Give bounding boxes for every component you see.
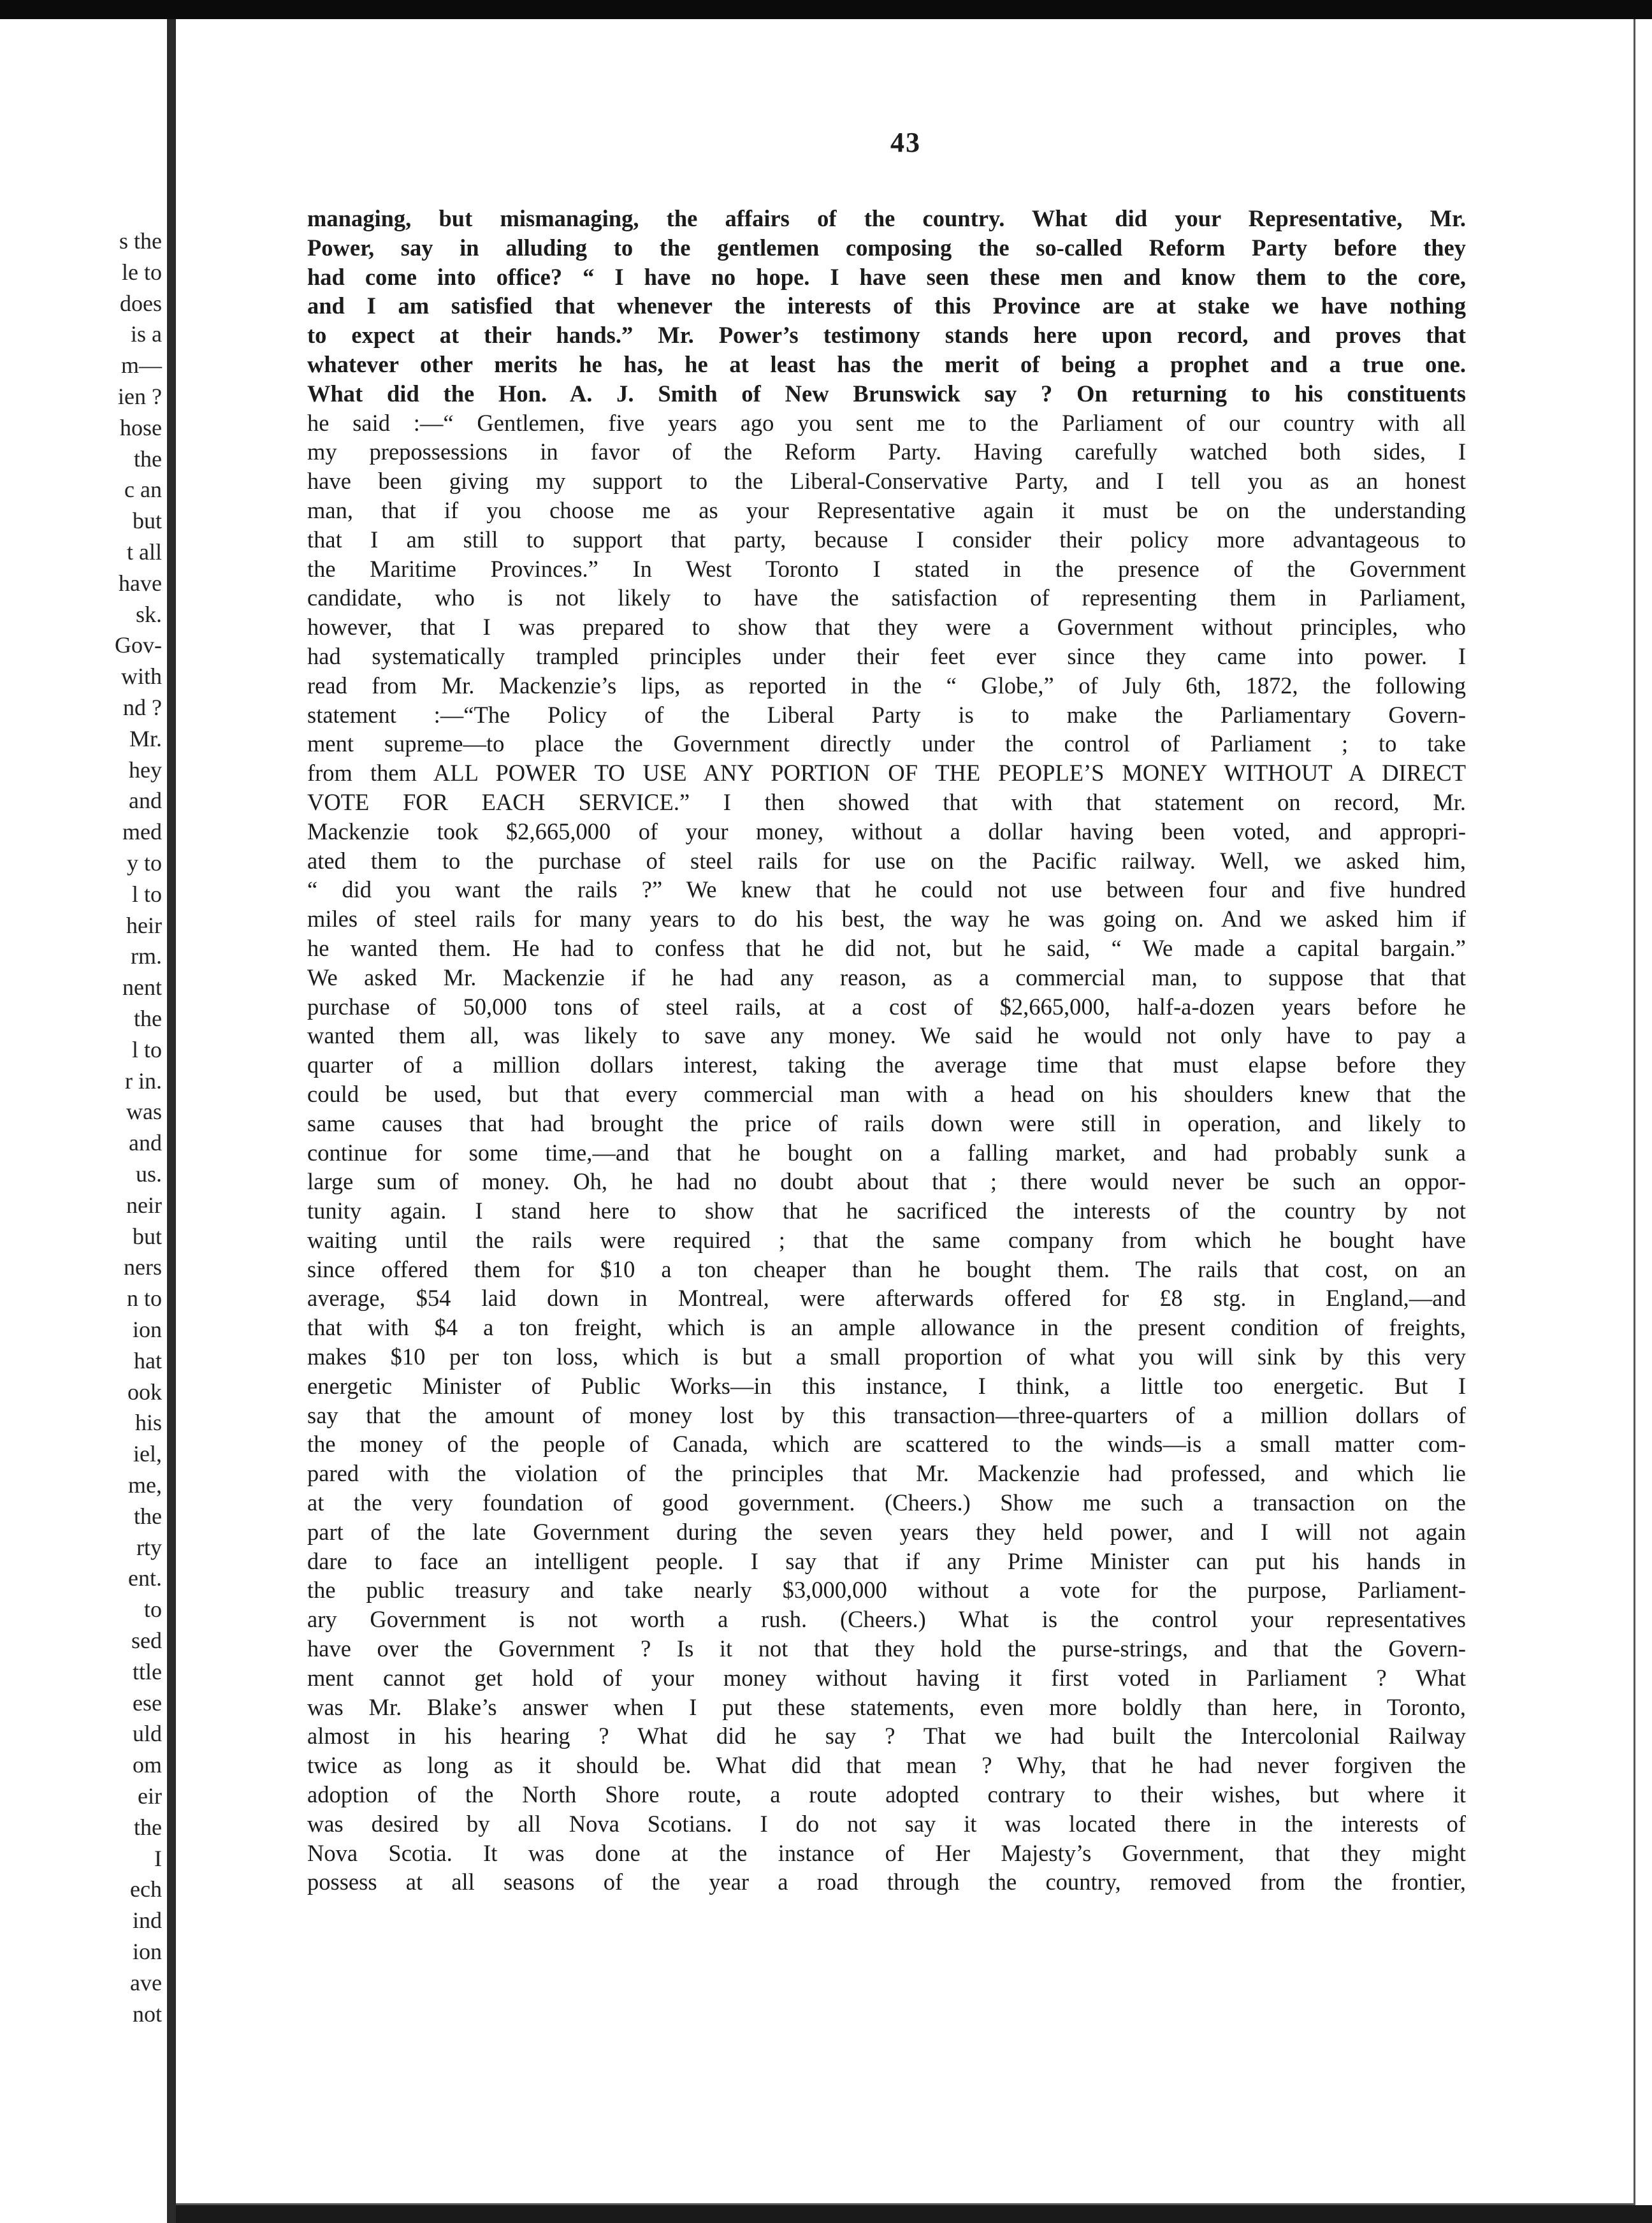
text-line: my prepossessions in favor of the Reform Party. Having carefully watched both sides, I <box>307 438 1466 465</box>
text-line: had come into office? “ I have no hope. I have seen these men and know them to the core, <box>307 263 1466 290</box>
page <box>176 19 1635 2205</box>
text-line: wanted them all, was likely to save any money. We said he would not only have to pay a <box>307 1022 1466 1049</box>
text-line: he said :—“ Gentlemen, five years ago you sent me to the Parliament of our country with all <box>307 409 1466 436</box>
facing-page-text-fragment: I <box>154 1845 162 1871</box>
facing-page-text-fragment: was <box>126 1099 162 1125</box>
text-line: energetic Minister of Public Works—in this instance, I think, a little too energetic. But I <box>307 1372 1466 1399</box>
facing-page-text-fragment: hose <box>120 414 162 440</box>
facing-page-text-fragment: eir <box>138 1783 162 1809</box>
facing-page-text-fragment: the <box>134 1006 162 1031</box>
facing-page-text-fragment: ion <box>132 1317 162 1342</box>
facing-page-text-fragment: ien ? <box>118 384 162 409</box>
text-line: part of the late Government during the seven years they held power, and I will not again <box>307 1518 1466 1545</box>
facing-page-text-fragment: med <box>122 819 162 845</box>
facing-page-text-fragment: ion <box>132 1939 162 1964</box>
facing-page-text-fragment: m— <box>120 352 162 379</box>
text-line: had systematically trampled principles under their feet ever since they came into power. I <box>307 642 1466 669</box>
text-line: makes $10 per ton loss, which is but a small proportion of what you will sink by this very <box>307 1343 1466 1370</box>
facing-page-text-fragment: the <box>134 445 162 472</box>
text-line: tunity again. I stand here to show that he sacrificed the interests of the country by not <box>307 1198 1466 1224</box>
facing-page-text-fragment: sk. <box>135 601 162 627</box>
facing-page-text-fragment: sed <box>131 1628 162 1653</box>
text-line: say that the amount of money lost by this transaction—three-quarters of a million dollars of <box>307 1401 1466 1428</box>
facing-page-text-fragment: neir <box>126 1192 162 1218</box>
facing-page-text-fragment: l to <box>131 881 162 907</box>
text-line: ated them to the purchase of steel rails for use on the Pacific railway. Well, we asked him, <box>307 847 1466 874</box>
text-line: miles of steel rails for many years to do his best, the way he was going on. And we asked him if <box>307 906 1466 932</box>
text-line: We asked Mr. Mackenzie if he had any reason, as a commercial man, to suppose that that <box>307 964 1466 990</box>
facing-page-text-fragment: his <box>134 1410 162 1436</box>
facing-page-text-fragment: le to <box>122 259 162 285</box>
text-line: managing, but mismanaging, the affairs of the country. What did your Representative, Mr. <box>307 205 1466 231</box>
facing-page-text-fragment: us. <box>135 1161 162 1187</box>
facing-page-text-fragment: t all <box>127 539 162 565</box>
facing-page-text-fragment: Mr. <box>129 725 162 751</box>
text-line: was Mr. Blake’s answer when I put these statements, even more boldly than here, in Toronto, <box>307 1693 1466 1720</box>
text-line: read from Mr. Mackenzie’s lips, as reported in the “ Globe,” of July 6th, 1872, the following <box>307 672 1466 699</box>
facing-page-text-fragment: c an <box>124 477 162 503</box>
facing-page-text-fragment: the <box>134 1503 162 1529</box>
facing-page-text-fragment: ttle <box>133 1658 162 1684</box>
text-line: adoption of the North Shore route, a route adopted contrary to their wishes, but where it <box>307 1781 1466 1808</box>
facing-page-text-fragment: the <box>134 1814 162 1840</box>
facing-page-text-fragment: rty <box>136 1534 162 1560</box>
text-line: and I am satisfied that whenever the interests of this Province are at stake we have nothing <box>307 293 1466 319</box>
text-line: at the very foundation of good government. (Cheers.) Show me such a transaction on the <box>307 1489 1466 1516</box>
facing-page-text-fragment: n to <box>126 1285 162 1312</box>
text-line: that with $4 a ton freight, which is an ample allowance in the present condition of freights, <box>307 1314 1466 1341</box>
facing-page-text-fragment: r in. <box>125 1068 162 1094</box>
text-line: from them ALL POWER TO USE ANY PORTION OF THE PEOPLE’S MONEY WITHOUT A DIRECT <box>307 760 1466 786</box>
facing-page-text-fragment: ners <box>124 1254 162 1280</box>
text-line: since offered them for $10 a ton cheaper than he bought them. The rails that cost, on an <box>307 1256 1466 1282</box>
facing-page-text-fragment: me, <box>128 1472 162 1498</box>
facing-page-text-fragment: hey <box>129 757 162 783</box>
text-line: continue for some time,—and that he bought on a falling market, and had probably sunk a <box>307 1139 1466 1166</box>
scan-bottom-edge <box>176 2205 1652 2223</box>
text-line: twice as long as it should be. What did that mean ? Why, that he had never forgiven the <box>307 1752 1466 1779</box>
text-line: have been giving my support to the Liberal-Conservative Party, and I tell you as an honest <box>307 468 1466 495</box>
facing-page-text-fragment: hat <box>134 1347 162 1373</box>
facing-page-text-fragment: ave <box>130 1969 162 1995</box>
facing-page-text-fragment: with <box>120 663 162 690</box>
facing-page-text-fragment: Gov- <box>115 632 162 658</box>
text-line: “ did you want the rails ?” We knew that he could not use between four and five hundred <box>307 876 1466 903</box>
facing-page-text-fragment: ind <box>132 1908 162 1934</box>
text-line: whatever other merits he has, he at least has the merit of being a prophet and a true one. <box>307 351 1466 377</box>
text-line: possess at all seasons of the year a road through the country, removed from the frontier, <box>307 1869 1466 1895</box>
text-line: ment supreme—to place the Government directly under the control of Parliament ; to take <box>307 730 1466 757</box>
text-line: the money of the people of Canada, which are scattered to the winds—is a small matter com- <box>307 1431 1466 1458</box>
text-line: he wanted them. He had to confess that he did not, but he said, “ We made a capital bargain.” <box>307 934 1466 961</box>
facing-page-text-fragment: om <box>132 1752 162 1778</box>
facing-page-text-fragment: is a <box>131 321 162 347</box>
scan-top-edge <box>0 0 1652 19</box>
text-line: same causes that had brought the price of rails down were still in operation, and likely to <box>307 1110 1466 1136</box>
text-line: statement :—“The Policy of the Liberal Party is to make the Parliamentary Govern- <box>307 701 1466 728</box>
text-line: dare to face an intelligent people. I say that if any Prime Minister can put his hands in <box>307 1547 1466 1574</box>
text-line: ary Government is not worth a rush. (Cheers.) What is the control your representatives <box>307 1606 1466 1633</box>
text-line: large sum of money. Oh, he had no doubt about that ; there would never be such an oppor- <box>307 1168 1466 1195</box>
facing-page-text-fragment: does <box>120 290 162 316</box>
facing-page-text-fragment: heir <box>126 912 162 938</box>
text-line: Power, say in alluding to the gentlemen composing the so-called Reform Party before they <box>307 234 1466 261</box>
text-line: ment cannot get hold of your money without having it first voted in Parliament ? What <box>307 1664 1466 1691</box>
facing-page-text-fragment: iel, <box>133 1441 162 1467</box>
facing-page-text-fragment: and <box>129 1130 162 1156</box>
text-line: to expect at their hands.” Mr. Power’s testimony stands here upon record, and proves that <box>307 322 1466 349</box>
text-line: pared with the violation of the principles that Mr. Mackenzie had professed, and which lie <box>307 1460 1466 1487</box>
text-line: was desired by all Nova Scotians. I do not say it was located there in the interests of <box>307 1810 1466 1837</box>
facing-page-text-fragment: nd ? <box>123 695 162 720</box>
facing-page-text-fragment: s the <box>119 228 162 254</box>
text-line: quarter of a million dollars interest, taking the average time that must elapse before they <box>307 1052 1466 1078</box>
facing-page-text-fragment: but <box>132 1223 162 1249</box>
facing-page-text-fragment: nent <box>122 974 162 1001</box>
text-line: VOTE FOR EACH SERVICE.” I then showed that with that statement on record, Mr. <box>307 788 1466 815</box>
facing-page-text-fragment: l to <box>131 1036 162 1062</box>
facing-page-text-fragment: ech <box>130 1876 162 1902</box>
scan-right-margin <box>1635 19 1652 2223</box>
facing-page-text-fragment: y to <box>126 850 162 876</box>
text-line: could be used, but that every commercial man with a head on his shoulders knew that the <box>307 1080 1466 1107</box>
text-line: purchase of 50,000 tons of steel rails, at a cost of $2,665,000, half-a-dozen years before he <box>307 993 1466 1020</box>
facing-page-text-fragment: and <box>129 788 162 814</box>
text-line: candidate, who is not likely to have the satisfaction of representing them in Parliament, <box>307 584 1466 611</box>
facing-page-text-fragment: not <box>132 2001 162 2027</box>
facing-page-text-fragment: uld <box>132 1721 162 1747</box>
text-line: What did the Hon. A. J. Smith of New Brunswick say ? On returning to his constituents <box>307 380 1466 407</box>
facing-page-text-fragment: but <box>132 508 162 534</box>
text-line: almost in his hearing ? What did he say ? That we had built the Intercolonial Railway <box>307 1723 1466 1749</box>
text-line: Nova Scotia. It was done at the instance of Her Majesty’s Government, that they might <box>307 1839 1466 1866</box>
text-line: average, $54 laid down in Montreal, were afterwards offered for £8 stg. in England,—and <box>307 1285 1466 1312</box>
body-text <box>307 204 1466 1897</box>
facing-page-text-fragment: ese <box>133 1690 162 1716</box>
text-line: Mackenzie took $2,665,000 of your money, without a dollar having been voted, and appropri- <box>307 818 1466 844</box>
text-line: that I am still to support that party, because I consider their policy more advantageous to <box>307 526 1466 553</box>
text-line: waiting until the rails were required ; that the same company from which he bought have <box>307 1226 1466 1253</box>
text-line: the public treasury and take nearly $3,000,000 without a vote for the purpose, Parliament- <box>307 1577 1466 1604</box>
page-number: 43 <box>890 127 921 158</box>
facing-page-text-fragment: ook <box>127 1379 162 1405</box>
facing-page-text-fragment: rm. <box>131 943 162 969</box>
facing-page-text-fragment: to <box>143 1597 162 1623</box>
facing-page-text-fragment: ent. <box>128 1565 162 1591</box>
text-line: the Maritime Provinces.” In West Toronto I stated in the presence of the Government <box>307 555 1466 582</box>
book-gutter <box>167 19 176 2223</box>
text-line: have over the Government ? Is it not that they hold the purse-strings, and that the Govern- <box>307 1635 1466 1662</box>
text-line: however, that I was prepared to show that they were a Government without principles, who <box>307 614 1466 641</box>
facing-page-text-fragment: have <box>119 570 162 596</box>
facing-page-fragment <box>0 19 167 2223</box>
text-line: man, that if you choose me as your Representative again it must be on the understanding <box>307 496 1466 523</box>
